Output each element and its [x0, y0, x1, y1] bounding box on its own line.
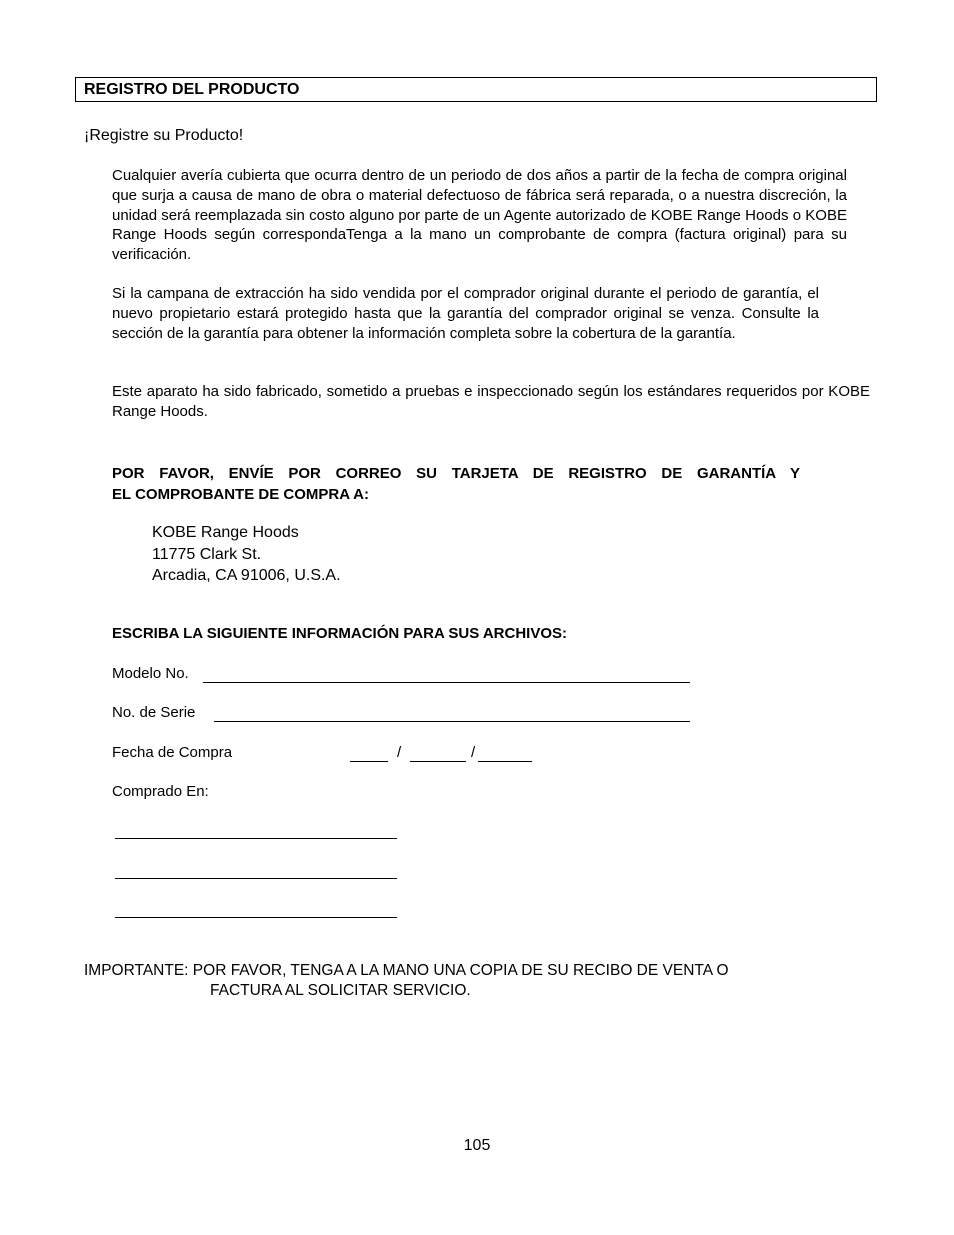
- date-day-blank[interactable]: [410, 761, 466, 762]
- address-street: 11775 Clark St.: [152, 545, 262, 563]
- purchased-at-blank-line[interactable]: [115, 917, 397, 918]
- date-year-blank[interactable]: [478, 761, 532, 762]
- important-line1: IMPORTANTE: POR FAVOR, TENGA A LA MANO UNA COPIA DE SU RECIBO DE VENTA O: [84, 962, 729, 979]
- model-label: Modelo No.: [112, 665, 189, 682]
- important-note: [84, 961, 729, 1001]
- mail-heading: [112, 463, 800, 505]
- address-city: Arcadia, CA 91006, U.S.A.: [152, 567, 341, 584]
- mailing-address: [152, 522, 341, 587]
- records-heading: ESCRIBA LA SIGUIENTE INFORMACIÓN PARA SUS ARCHIVOS:: [112, 625, 568, 642]
- intro-heading: ¡Registre su Producto!: [84, 127, 244, 144]
- important-line2: FACTURA AL SOLICITAR SERVICIO.: [210, 982, 471, 999]
- section-header-box: [75, 77, 877, 102]
- purchased-at-label: Comprado En:: [112, 783, 209, 800]
- model-blank-line[interactable]: [203, 682, 690, 683]
- date-separator: /: [471, 744, 476, 761]
- serial-blank-line[interactable]: [214, 721, 690, 722]
- page-number: 105: [463, 1137, 491, 1154]
- serial-label: No. de Serie: [112, 704, 196, 721]
- transfer-paragraph: Si la campana de extracción ha sido vendida por el comprador original durante el periodo de garantía, el nuevo propietario estará protegido hasta que la garantía del comprador original se venza. Consulte la sección de la garantía para obtener la información completa sobre la cobertura de la garantía.: [112, 285, 819, 342]
- mail-heading-line2: EL COMPROBANTE DE COMPRA A:: [112, 486, 369, 503]
- purchase-date-label: Fecha de Compra: [112, 744, 233, 761]
- section-title: REGISTRO DEL PRODUCTO: [84, 81, 300, 98]
- date-month-blank[interactable]: [350, 761, 388, 762]
- purchased-at-blank-line[interactable]: [115, 878, 397, 879]
- standards-paragraph: Este aparato ha sido fabricado, sometido a pruebas e inspeccionado según los estándares requeridos por KOBE Range Hoods.: [112, 383, 870, 420]
- warranty-paragraph: Cualquier avería cubierta que ocurra dentro de un periodo de dos años a partir de la fecha de compra original que surja a causa de mano de obra o material defectuoso de fábrica será reparada, o a nuestra discreción, la unidad será reemplazada sin costo alguno por parte de un Agente autorizado de KOBE Range Hoods o KOBE Range Hoods según correspondaTenga a la mano un comprobante de compra (factura original) para su verificación.: [112, 167, 847, 264]
- address-company: KOBE Range Hoods: [152, 524, 299, 541]
- mail-heading-line1: POR FAVOR, ENVÍE POR CORREO SU TARJETA DE REGISTRO DE GARANTÍA Y: [112, 465, 800, 482]
- purchased-at-blank-line[interactable]: [115, 838, 397, 839]
- date-separator: /: [397, 744, 402, 761]
